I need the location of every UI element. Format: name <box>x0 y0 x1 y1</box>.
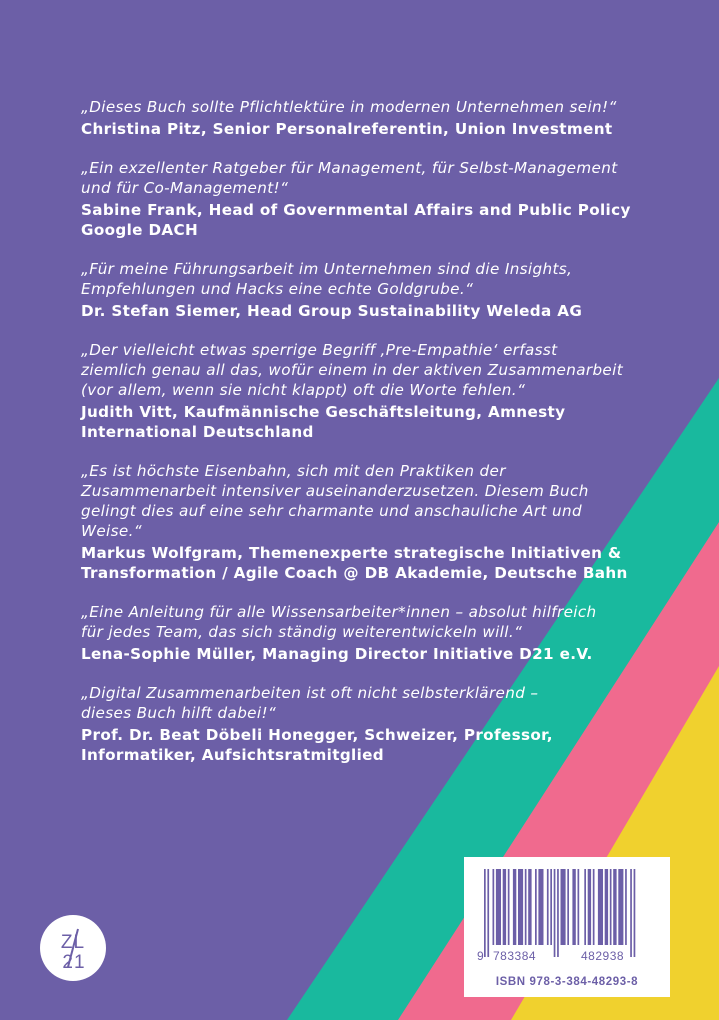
barcode-digits-left: 783384 <box>493 949 537 963</box>
testimonial-author: Dr. Stefan Siemer, Head Group Sustainability Weleda AG <box>81 302 583 320</box>
barcode-bar <box>630 869 632 957</box>
testimonial <box>81 602 681 664</box>
testimonial-author: Markus Wolfgram, Themenexperte strategische Initiativen & Transformation / Agile Coach @ DB Akademie, Deutsche Bahn <box>81 544 628 582</box>
barcode-bar <box>588 869 591 945</box>
testimonial <box>81 683 681 765</box>
barcode-bar <box>567 869 569 945</box>
barcode-bar <box>528 869 531 945</box>
publisher-logo <box>40 915 106 981</box>
barcode-bar <box>613 869 616 945</box>
testimonial-quote: „Digital Zusammenarbeiten ist oft nicht selbsterklärend – dieses Buch hilft dabei!“ <box>81 684 539 722</box>
barcode-bar <box>598 869 603 945</box>
barcode-bar <box>584 869 586 945</box>
testimonials <box>81 97 681 784</box>
testimonial-quote: „Für meine Führungsarbeit im Unternehmen sind die Insights, Empfehlungen und Hacks eine echte Goldgrube.“ <box>81 260 573 298</box>
testimonial <box>81 259 681 321</box>
testimonial-quote: „Es ist höchste Eisenbahn, sich mit den Praktiken der Zusammenarbeit intensiver auseinanderzusetzen. Diesem Buch gelingt dies auf eine sehr charmante und anschauliche Art und Weise.“ <box>81 462 589 540</box>
barcode-bar <box>547 869 549 945</box>
barcode-bar <box>538 869 543 945</box>
barcode-box <box>464 857 670 997</box>
barcode-bar <box>550 869 552 945</box>
barcode-bar <box>503 869 506 945</box>
barcode-bar <box>578 869 580 945</box>
barcode-bar <box>634 869 636 957</box>
barcode-bar <box>535 869 537 945</box>
barcode-bar <box>625 869 627 945</box>
barcode-bar <box>525 869 527 945</box>
barcode-bar <box>572 869 575 945</box>
barcode-bar <box>513 869 516 945</box>
barcode-bars <box>476 869 658 957</box>
barcode-bar <box>554 869 556 957</box>
testimonial <box>81 461 681 583</box>
barcode-digit-first: 9 <box>477 949 485 963</box>
barcode-bar <box>496 869 501 945</box>
testimonial-author: Lena-Sophie Müller, Managing Director Initiative D21 e.V. <box>81 645 593 663</box>
testimonial-author: Sabine Frank, Head of Governmental Affairs and Public Policy Google DACH <box>81 201 631 239</box>
testimonial-author: Prof. Dr. Beat Döbeli Honegger, Schweizer, Professor, Informatiker, Aufsichtsratmitglied <box>81 726 553 764</box>
barcode-digits-right: 482938 <box>581 949 625 963</box>
testimonial <box>81 97 681 139</box>
barcode-bar <box>618 869 623 945</box>
barcode-bar <box>593 869 595 945</box>
testimonial-author: Christina Pitz, Senior Personalreferentin, Union Investment <box>81 120 613 138</box>
barcode-bar <box>518 869 523 945</box>
barcode-bar <box>610 869 612 945</box>
testimonial <box>81 340 681 442</box>
isbn-label: ISBN 978-3-384-48293-8 <box>495 976 639 988</box>
testimonial <box>81 158 681 240</box>
logo-line2: 21 <box>62 952 86 973</box>
testimonial-quote: „Der vielleicht etwas sperrige Begriff ‚Pre-Empathie‘ erfasst ziemlich genau all das, wofür einem in der aktiven Zusammenarbeit (vor allem, wenn sie nicht klappt) oft die Worte fehlen.“ <box>81 341 624 399</box>
barcode-bar <box>557 869 559 957</box>
barcode-bar <box>508 869 510 945</box>
testimonial-quote: „Eine Anleitung für alle Wissensarbeiter*innen – absolut hilfreich für jedes Team, das sich ständig weiterentwickeln will.“ <box>81 603 597 641</box>
testimonial-quote: „Ein exzellenter Ratgeber für Management, für Selbst-Management und für Co-Management!“ <box>81 159 618 197</box>
barcode-bar <box>484 869 486 957</box>
barcode-bar <box>487 869 489 957</box>
barcode-bar <box>493 869 495 945</box>
testimonial-quote: „Dieses Buch sollte Pflichtlektüre in modernen Unternehmen sein!“ <box>81 98 617 116</box>
barcode-bar <box>561 869 566 945</box>
logo-line1: ZL <box>60 932 86 953</box>
testimonial-author: Judith Vitt, Kaufmännische Geschäftsleitung, Amnesty International Deutschland <box>81 403 566 441</box>
barcode-bar <box>605 869 608 945</box>
